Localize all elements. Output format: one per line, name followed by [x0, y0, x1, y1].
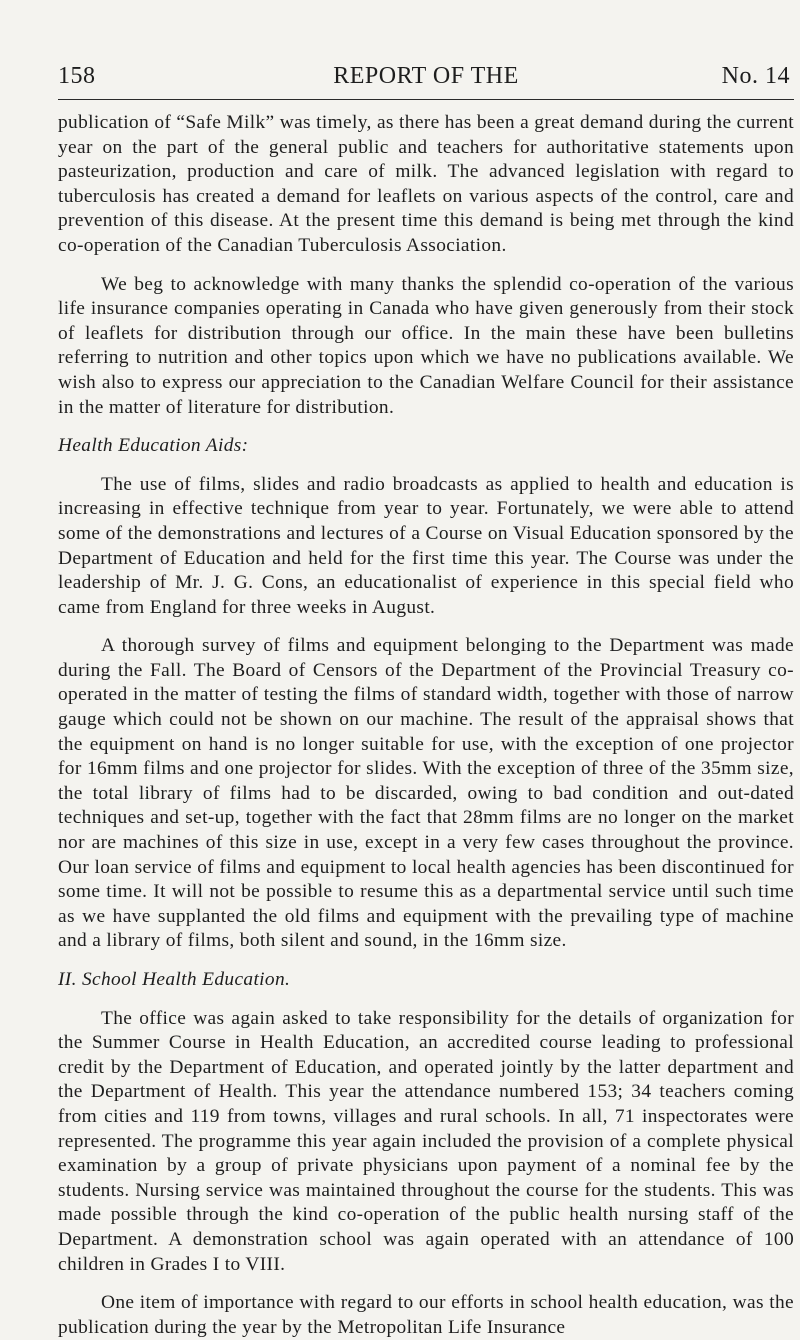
- section-heading-school-health-education: II. School Health Education.: [58, 969, 291, 990]
- running-header: [58, 55, 794, 100]
- paragraph-film-survey: A thorough survey of films and equipment belonging to the Department was made during the Fall. The Board of Censors of the Department of the Provincial Treasury co-operated in the matter of testing the films of standard width, together with those of narrow gauge which could not be shown on our machine. The result of the appraisal shows that the equipment on hand is no longer suitable for use, with the exception of one projector for 16mm films and one projector for slides. With the exception of three of the 35mm size, the total library of films had to be discarded, owing to bad condition and out-dated techniques and set-up, together with the fact that 28mm films are no longer on the market nor are machines of this size in use, except in a very few cases throughout the province. Our loan service of films and equipment to local health agencies has been discontinued for some time. It will not be possible to resume this as a departmental service until such time as we have supplanted the old films and equipment with the prevailing type of machine and a library of films, both silent and sound, in the 16mm size.: [58, 635, 794, 952]
- paragraph-films-slides-radio: The use of films, slides and radio broadcasts as applied to health and education is increasing in effective technique from year to year. Fortunately, we were able to attend some of the demonstrations and lectures of a Course on Visual Education sponsored by the Department of Education and held for the first time this year. The Course was under the leadership of Mr. J. G. Cons, an educationalist of experience in this special field who came from England for three weeks in August.: [58, 473, 794, 618]
- issue-number: No. 14: [721, 63, 790, 89]
- paragraph-safe-milk: publication of “Safe Milk” was timely, as there has been a great demand during the current year on the part of the general public and teachers for authoritative statements upon pasteurization, production and care of milk. The advanced legislation with regard to tuberculosis has created a demand for leaflets on various aspects of the control, care and prevention of this disease. At the present time this demand is being met through the kind co-operation of the Canadian Tuberculosis Association.: [58, 112, 794, 256]
- body-text: [58, 111, 794, 1340]
- section-heading-health-education-aids: Health Education Aids:: [58, 435, 249, 457]
- paragraph-metropolitan-life: One item of importance with regard to our efforts in school health education, was the publication during the year by the Metropolitan Life Insurance: [58, 1292, 794, 1338]
- paragraph-acknowledgement: We beg to acknowledge with many thanks the splendid co-operation of the various life insurance companies operating in Canada who have given generously from their stock of leaflets for distribution through our office. In the main these have been bulletins referring to nutrition and other topics upon which we have no publications available. We wish also to express our appreciation to the Canadian Welfare Council for their assistance in the matter of literature for distribution.: [58, 273, 794, 418]
- paragraph-summer-course: The office was again asked to take responsibility for the details of organization for the Summer Course in Health Education, an accredited course leading to professional credit by the Department of Education, and operated jointly by the latter department and the Department of Health. This year the attendance numbered 153; 34 teachers coming from cities and 119 from towns, villages and rural schools. In all, 71 inspectorates were represented. The programme this year again included the provision of a complete physical examination by a group of private physicians upon payment of a nominal fee by the students. Nursing service was maintained throughout the course for the students. This was made possible through the kind co-operation of the public health nursing staff of the Department. A demonstration school was again operated with an attendance of 100 children in Grades I to VIII.: [58, 1007, 794, 1275]
- running-title: REPORT OF THE: [333, 63, 519, 89]
- page-number: 158: [58, 63, 96, 89]
